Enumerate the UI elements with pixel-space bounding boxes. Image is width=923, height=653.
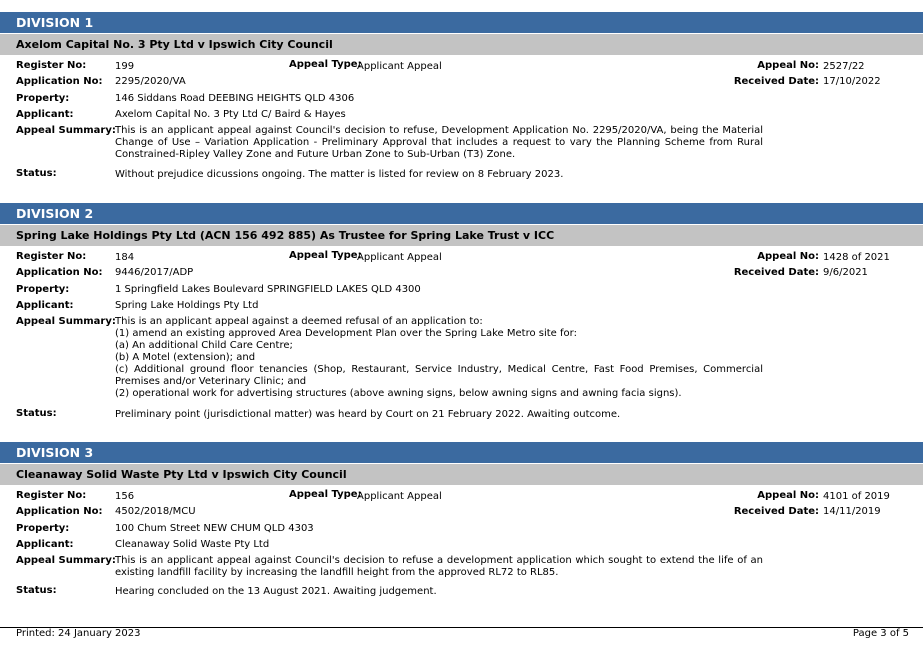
applicant-value: Spring Lake Holdings Pty Ltd — [115, 300, 259, 311]
register-no-label: Register No: — [16, 251, 87, 262]
appeal-summary-label: Appeal Summary: — [16, 555, 116, 566]
appeal-no-value: 1428 of 2021 — [823, 252, 890, 263]
received-date-value: 14/11/2019 — [823, 506, 881, 517]
case-title: Axelom Capital No. 3 Pty Ltd v Ipswich City Council — [0, 34, 923, 55]
appeal-type-value: Applicant Appeal — [357, 61, 442, 72]
property-label: Property: — [16, 93, 70, 104]
application-no-label: Application No: — [16, 506, 103, 517]
register-no-value: 156 — [115, 491, 135, 502]
appeal-no-label: Appeal No: — [757, 251, 819, 262]
received-date-value: 17/10/2022 — [823, 76, 881, 87]
summary-line: (1) amend an existing approved Area Development Plan over the Spring Lake Metro site for: — [115, 328, 577, 339]
status-value: Preliminary point (jurisdictional matter) was heard by Court on 21 February 2022. Awaiting outcome. — [115, 409, 621, 420]
printed-date: Printed: 24 January 2023 — [16, 628, 141, 639]
division-header: DIVISION 1 — [0, 12, 923, 33]
application-no-label: Application No: — [16, 267, 103, 278]
division-3-section — [0, 442, 923, 622]
appeal-type-value: Applicant Appeal — [357, 491, 442, 502]
appeal-type-value: Applicant Appeal — [357, 252, 442, 263]
applicant-label: Applicant: — [16, 300, 74, 311]
status-value: Hearing concluded on the 13 August 2021. Awaiting judgement. — [115, 586, 437, 597]
summary-line: This is an applicant appeal against a deemed refusal of an application to: — [115, 316, 483, 327]
appeal-summary-label: Appeal Summary: — [16, 125, 116, 136]
summary-line: (c) Additional ground floor tenancies (Shop, Restaurant, Service Industry, Medical Centre, Fast Food Premises, Commercial Premises and/or Veterinary Clinic; and — [115, 364, 763, 387]
application-no-value: 4502/2018/MCU — [115, 506, 196, 517]
application-no-value: 9446/2017/ADP — [115, 267, 194, 278]
application-no-value: 2295/2020/VA — [115, 76, 186, 87]
applicant-value: Cleanaway Solid Waste Pty Ltd — [115, 539, 270, 550]
register-no-label: Register No: — [16, 490, 87, 501]
appeal-summary-label: Appeal Summary: — [16, 316, 116, 327]
appeal-no-value: 2527/22 — [823, 61, 865, 72]
division-2-section — [0, 203, 923, 442]
register-no-value: 199 — [115, 61, 135, 72]
property-value: 100 Chum Street NEW CHUM QLD 4303 — [115, 523, 314, 534]
property-label: Property: — [16, 523, 70, 534]
appeal-type-label: Appeal Type: — [289, 250, 362, 261]
status-label: Status: — [16, 168, 57, 179]
status-label: Status: — [16, 585, 57, 596]
summary-paragraph: This is an applicant appeal against Council's decision to refuse a development application which sought to extend the life of an existing landfill facility by increasing the landfill height from the approved RL72 to RL85. — [115, 555, 763, 578]
appeal-type-label: Appeal Type: — [289, 489, 362, 500]
division-header: DIVISION 2 — [0, 203, 923, 224]
case-title: Spring Lake Holdings Pty Ltd (ACN 156 492 885) As Trustee for Spring Lake Trust v ICC — [0, 225, 923, 246]
case-title: Cleanaway Solid Waste Pty Ltd v Ipswich City Council — [0, 464, 923, 485]
applicant-label: Applicant: — [16, 109, 74, 120]
appeal-type-label: Appeal Type: — [289, 59, 362, 70]
division-header: DIVISION 3 — [0, 442, 923, 463]
appeal-no-value: 4101 of 2019 — [823, 491, 890, 502]
property-value: 1 Springfield Lakes Boulevard SPRINGFIELD LAKES QLD 4300 — [115, 284, 421, 295]
status-value: Without prejudice dicussions ongoing. The matter is listed for review on 8 February 2023. — [115, 169, 564, 180]
appeal-summary-text — [115, 555, 763, 579]
page-number: Page 3 of 5 — [852, 628, 909, 639]
summary-line: (b) A Motel (extension); and — [115, 352, 256, 363]
application-no-label: Application No: — [16, 76, 103, 87]
property-label: Property: — [16, 284, 70, 295]
appeal-summary-text — [115, 316, 763, 400]
applicant-label: Applicant: — [16, 539, 74, 550]
summary-paragraph: This is an applicant appeal against Council's decision to refuse, Development Application No. 2295/2020/VA, being the Material Change of Use – Variation Application - Preliminary Approval that includes a request to vary the Planning Scheme from Rural Constrained-Ripley Valley Zone and Future Urban Zone to Sub-Urban (T3) Zone. — [115, 125, 763, 160]
appeal-no-label: Appeal No: — [757, 490, 819, 501]
received-date-label: Received Date: — [733, 267, 819, 278]
appeal-no-label: Appeal No: — [757, 60, 819, 71]
received-date-value: 9/6/2021 — [823, 267, 868, 278]
register-no-label: Register No: — [16, 60, 87, 71]
appeal-summary-text — [115, 125, 763, 161]
status-label: Status: — [16, 408, 57, 419]
received-date-label: Received Date: — [733, 76, 819, 87]
applicant-value: Axelom Capital No. 3 Pty Ltd C/ Baird & Hayes — [115, 109, 346, 120]
received-date-label: Received Date: — [733, 506, 819, 517]
summary-line: (a) An additional Child Care Centre; — [115, 340, 293, 351]
division-1-section — [0, 12, 923, 203]
register-no-value: 184 — [115, 252, 135, 263]
summary-line: (2) operational work for advertising structures (above awning signs, below awning signs and awning facia signs). — [115, 388, 682, 399]
property-value: 146 Siddans Road DEEBING HEIGHTS QLD 4306 — [115, 93, 355, 104]
